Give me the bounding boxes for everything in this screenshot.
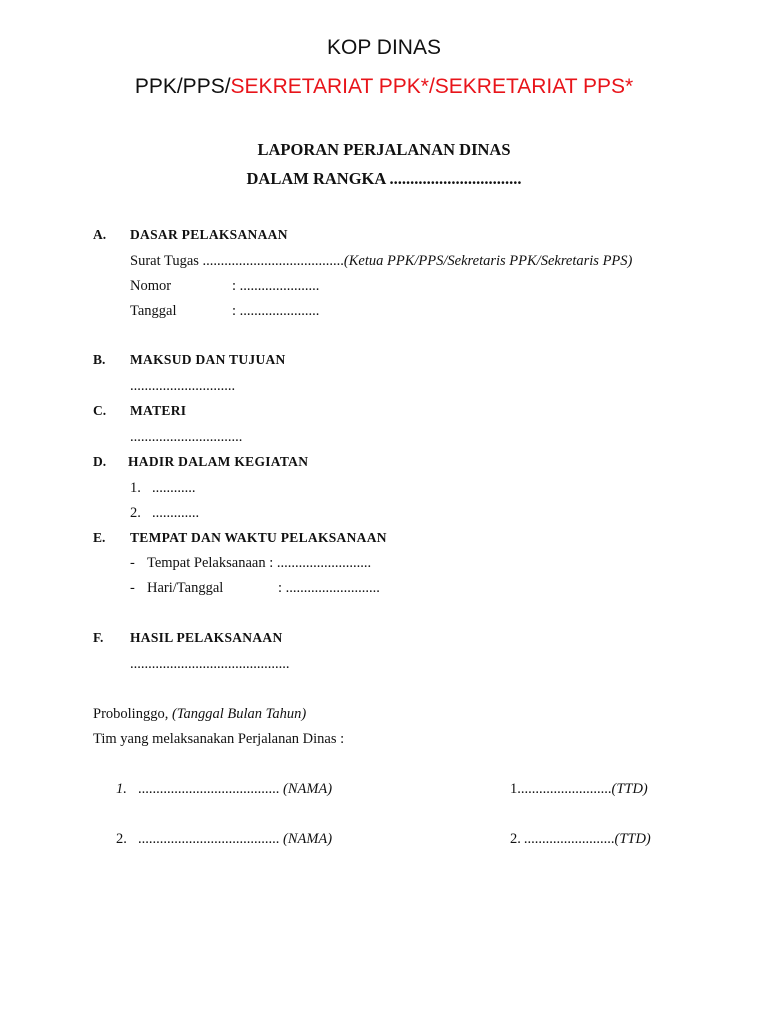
ttd-dots: ......................... [520,781,612,797]
section-f-title: HASIL PELAKSANAAN [130,630,283,645]
ppk-pps-text: PPK/PPS/ [134,75,231,98]
section-b-letter: B. [93,352,106,367]
kop-dinas-text: KOP DINAS [327,36,441,59]
nomor-value: : ...................... [232,278,320,294]
list-item-text: ............ [152,480,196,496]
section-f-letter: F. [93,630,104,645]
team-line: Tim yang melaksanakan Perjalanan Dinas : [93,731,345,747]
list-item [130,505,199,522]
surat-tugas-note: (Ketua PPK/PPS/Sekretaris PPK/Sekretaris PPS) [343,253,633,269]
tempat-value: : .......................... [269,555,372,571]
section-d-title: HADIR DALAM KEGIATAN [128,454,309,469]
section-c-title: MATERI [130,403,187,418]
section-f-content: ............................................ [130,656,290,672]
hari-tanggal-label: Hari/Tanggal [147,580,224,596]
signature-row-2-ttd [510,831,651,848]
signature-row-1-ttd [510,781,648,798]
signature-name: (NAMA) [283,781,333,797]
signature-number: 1. [116,781,127,797]
letterhead-title [0,36,768,60]
bullet: - [130,555,135,571]
tempat-label: Tempat Pelaksanaan [147,555,266,571]
letterhead-subtitle [0,75,768,99]
list-item [130,580,223,597]
report-subtitle: DALAM RANGKA ................................ [246,169,522,188]
hari-tanggal-value: : .......................... [278,580,380,596]
section-e-title: TEMPAT DAN WAKTU PELAKSANAAN [130,530,387,545]
section-c-letter: C. [93,403,107,418]
place-text: Probolinggo, [93,706,169,722]
ttd-number: 2. [510,831,521,847]
place-date-line [93,706,306,723]
nomor-label: Nomor [130,278,172,294]
section-b-content: ............................. [130,378,236,394]
section-e-letter: E. [93,530,106,545]
section-c-content: ............................... [130,429,243,445]
section-d-letter: D. [93,454,107,469]
list-item-number: 2. [130,505,141,521]
section-a-letter: A. [93,227,107,242]
list-item-text: ............. [152,505,200,521]
signature-dots: ....................................... [138,831,280,847]
surat-tugas-label: Surat Tugas [130,253,199,269]
signature-name: (NAMA) [283,831,333,847]
sekretariat-text: SEKRETARIAT PPK*/SEKRETARIAT PPS* [230,75,634,98]
ttd-dots: ......................... [523,831,615,847]
signature-dots: ....................................... [138,781,280,797]
ttd-label: (TTD) [614,831,651,847]
tanggal-value: : ...................... [232,303,320,319]
report-title: LAPORAN PERJALANAN DINAS [257,140,511,159]
bullet: - [130,580,135,596]
surat-tugas-line [130,253,632,270]
signature-row-1-name [116,781,332,798]
list-item [130,480,196,497]
surat-tugas-dots: ....................................... [202,253,344,269]
ttd-number: 1. [510,781,521,797]
tanggal-label: Tanggal [130,303,177,319]
date-text: (Tanggal Bulan Tahun) [171,706,307,722]
list-item-number: 1. [130,480,141,496]
list-item [130,555,371,572]
section-b-title: MAKSUD DAN TUJUAN [130,352,286,367]
section-a-title: DASAR PELAKSANAAN [130,227,288,242]
signature-row-2-name [116,831,332,848]
signature-number: 2. [116,831,127,847]
ttd-label: (TTD) [611,781,648,797]
